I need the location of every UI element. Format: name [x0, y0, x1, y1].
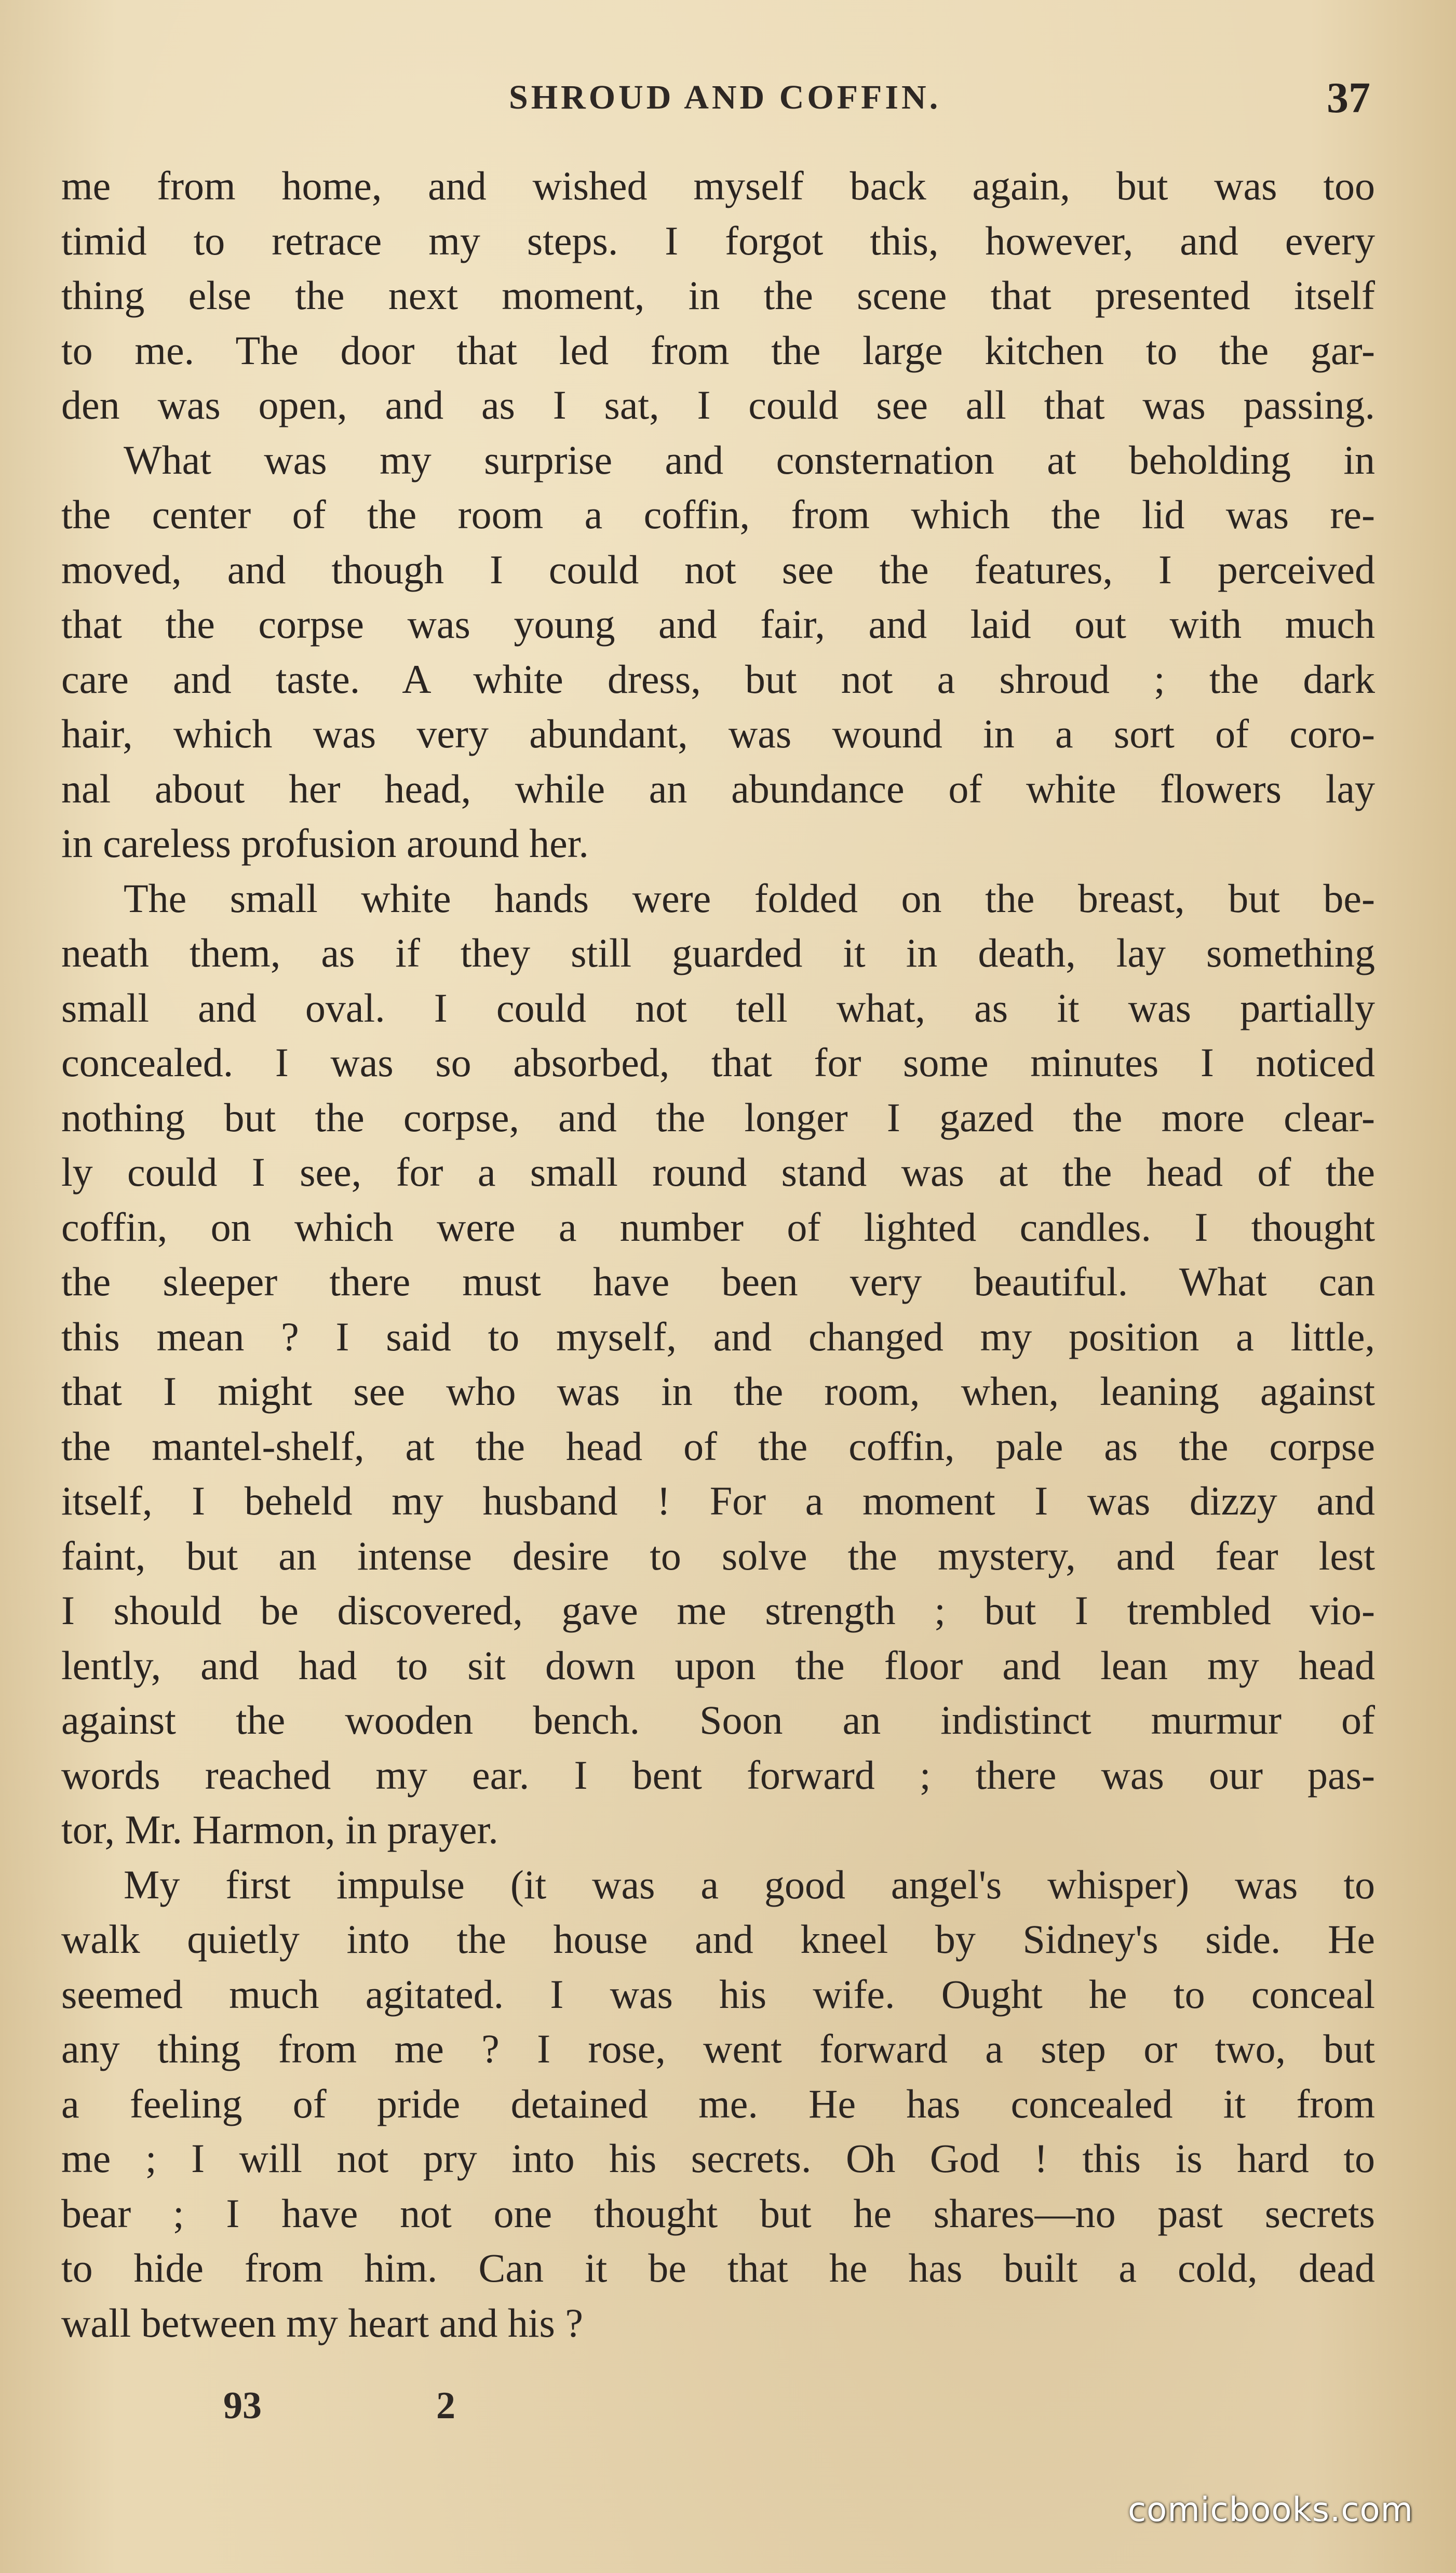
text-line: against the wooden bench. Soon an indistinct murmur of: [61, 1697, 1375, 1743]
text-line: the sleeper there must have been very beautiful. What can: [61, 1259, 1375, 1304]
text-line: small and oval. I could not tell what, as it was partially: [61, 985, 1375, 1030]
paragraph-end-line: in careless profusion around her.: [61, 821, 589, 866]
paragraph-start-line: The small white hands were folded on the breast, but be-: [124, 875, 1375, 921]
text-line: me ; I will not pry into his secrets. Oh God ! this is hard to: [61, 2136, 1375, 2181]
paragraph-end-line: wall between my heart and his ?: [61, 2300, 583, 2346]
text-line: neath them, as if they still guarded it in death, lay something: [61, 930, 1375, 975]
text-line: care and taste. A white dress, but not a shroud ; the dark: [61, 656, 1375, 702]
text-line: timid to retrace my steps. I forgot this, however, and every: [61, 218, 1375, 263]
text-line: to hide from him. Can it be that he has built a cold, dead: [61, 2245, 1375, 2290]
text-line: itself, I beheld my husband ! For a moment I was dizzy and: [61, 1478, 1375, 1523]
text-line: hair, which was very abundant, was wound in a sort of coro-: [61, 711, 1375, 756]
text-line: the center of the room a coffin, from which the lid was re-: [61, 492, 1375, 537]
text-line: nothing but the corpse, and the longer I gazed the more clear-: [61, 1094, 1375, 1140]
text-line: walk quietly into the house and kneel by Sidney's side. He: [61, 1917, 1375, 1962]
text-line: this mean ? I said to myself, and changed my position a little,: [61, 1314, 1375, 1359]
text-line: den was open, and as I sat, I could see all that was passing.: [61, 382, 1375, 427]
printer-signature: [223, 2384, 535, 2436]
paragraph-start-line: My first impulse (it was a good angel's whisper) was to: [124, 1861, 1375, 1907]
text-line: moved, and though I could not see the features, I perceived: [61, 546, 1375, 592]
text-line: to me. The door that led from the large kitchen to the gar-: [61, 327, 1375, 373]
text-line: lently, and had to sit down upon the floor and lean my head: [61, 1642, 1375, 1688]
text-line: the mantel-shelf, at the head of the coffin, pale as the corpse: [61, 1423, 1375, 1469]
running-title: SHROUD AND COFFIN.: [509, 78, 941, 116]
text-line: seemed much agitated. I was his wife. Ought he to conceal: [61, 1971, 1375, 2017]
paragraph-end-line: tor, Mr. Harmon, in prayer.: [61, 1807, 498, 1852]
text-line: any thing from me ? I rose, went forward a step or two, but: [61, 2026, 1375, 2071]
paragraph-start-line: What was my surprise and consternation at beholding in: [124, 437, 1375, 483]
signature-number: 93: [223, 2384, 262, 2427]
text-line: coffin, on which were a number of lighted candles. I thought: [61, 1204, 1375, 1250]
text-line: that the corpse was young and fair, and laid out with much: [61, 601, 1375, 647]
signature-mark: 2: [436, 2384, 455, 2427]
page-number: 37: [1327, 74, 1370, 122]
running-head: [0, 73, 1456, 130]
text-line: that I might see who was in the room, when, leaning against: [61, 1369, 1375, 1414]
text-line: concealed. I was so absorbed, that for some minutes I noticed: [61, 1040, 1375, 1085]
text-line: nal about her head, while an abundance of white flowers lay: [61, 766, 1375, 811]
body-text: [61, 158, 1375, 2350]
site-watermark: comicbooks.com: [1127, 2491, 1413, 2529]
text-line: me from home, and wished myself back again, but was too: [61, 163, 1375, 208]
text-line: a feeling of pride detained me. He has concealed it from: [61, 2081, 1375, 2126]
text-line: ly could I see, for a small round stand was at the head of the: [61, 1149, 1375, 1195]
text-line: I should be discovered, gave me strength ; but I trembled vio-: [61, 1588, 1375, 1633]
text-line: words reached my ear. I bent forward ; there was our pas-: [61, 1752, 1375, 1798]
text-line: thing else the next moment, in the scene that presented itself: [61, 273, 1375, 318]
text-line: faint, but an intense desire to solve the mystery, and fear lest: [61, 1533, 1375, 1578]
text-line: bear ; I have not one thought but he shares—no past secrets: [61, 2190, 1375, 2236]
